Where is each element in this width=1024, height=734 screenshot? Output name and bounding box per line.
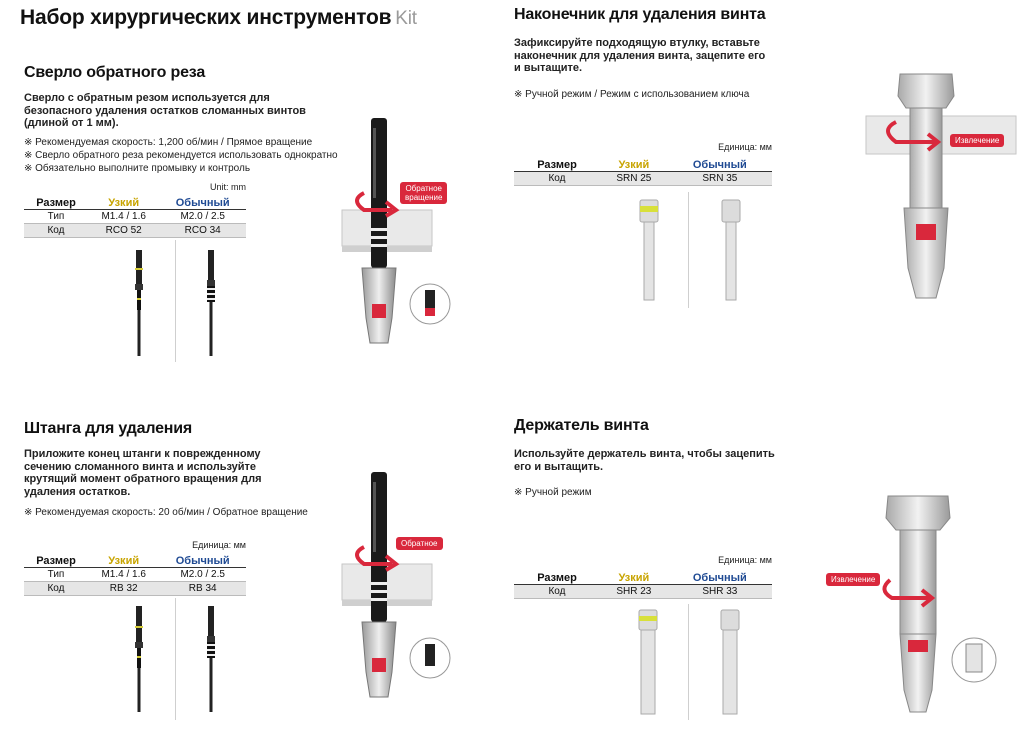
header-size: Размер [24,554,88,568]
note-line: ※ Ручной режим / Режим с использованием ключа [514,89,750,100]
holder-regular-image [718,610,742,714]
table-header-row [24,196,246,210]
removal-tip-illustration [866,72,1016,310]
unit-label: Unit: mm [210,182,246,192]
section-notes-removal-tip [514,88,814,101]
header-narrow: Узкий [600,571,668,585]
section-desc-removal-rod [24,448,324,498]
page-title-text: Набор хирургических инструментов [20,6,392,29]
header-narrow: Узкий [88,554,159,568]
table-cell: M1.4 / 1.6 [88,568,159,582]
removal-tip-regular-image [720,200,742,300]
holder-narrow-image [636,610,660,714]
callout-extraction: Извлечение [950,134,1004,147]
section-notes-removal-rod [24,506,354,519]
desc-line: и вытащите. [514,62,583,74]
desc-line: наконечник для удаления винта, зацепите его [514,49,766,62]
table-header-row [514,571,772,585]
section-notes-screw-holder [514,486,814,499]
note-line: ※ Сверло обратного реза рекомендуется использовать однократно [24,150,338,161]
table-header-row [24,554,246,568]
table-cell: Код [24,582,88,596]
header-regular: Обычный [159,196,246,210]
page-title [20,6,417,30]
table-cell: Код [514,585,600,599]
table-cell: SHR 33 [668,585,772,599]
table-cell: RB 32 [88,582,159,596]
table-cell: RCO 52 [88,224,159,238]
spec-table-reverse-drill [24,196,246,238]
table-cell: SRN 35 [668,172,772,186]
table-row [24,568,246,582]
desc-line: крутящий момент обратного вращения для [24,473,262,485]
callout-line: вращение [405,193,443,202]
table-cell: Тип [24,210,88,224]
note-line: ※ Рекомендуемая скорость: 1,200 об/мин / Прямое вращение [24,137,313,148]
header-size: Размер [24,196,88,210]
table-row [24,210,246,224]
table-divider [175,240,176,362]
table-cell: Код [514,172,600,186]
page-title-kit: Kit [395,8,417,29]
callout-line: Обратное [405,184,442,193]
section-title-reverse-drill: Сверло обратного реза [24,64,206,81]
desc-line: Зафиксируйте подходящую втулку, вставьте [514,37,760,49]
section-desc-removal-tip [514,37,814,75]
table-cell: SRN 25 [600,172,668,186]
note-line: ※ Обязательно выполните промывку и контроль [24,163,251,174]
table-cell: SHR 23 [600,585,668,599]
table-cell: Код [24,224,88,238]
section-desc-screw-holder [514,448,814,473]
table-cell: RCO 34 [159,224,246,238]
spec-table-screw-holder [514,571,772,599]
unit-label: Единица: мм [718,555,772,565]
unit-label: Единица: мм [192,540,246,550]
header-narrow: Узкий [600,158,668,172]
table-cell: RB 34 [159,582,246,596]
section-desc-reverse-drill [24,92,324,130]
section-title-screw-holder: Держатель винта [514,417,649,434]
desc-line: Приложите конец штанги к поврежденному [24,448,261,460]
table-divider [175,598,176,720]
note-line: ※ Ручной режим [514,487,592,498]
table-row [24,582,246,596]
section-title-removal-tip: Наконечник для удаления винта [514,6,766,23]
removal-tip-narrow-image [638,200,660,300]
rod-regular-image [204,606,218,712]
drill-regular-image [204,250,218,356]
removal-rod-illustration [342,472,462,717]
desc-line: удаления остатков. [24,485,131,498]
callout-reverse-rotation: Обратное [396,537,443,550]
table-row [24,224,246,238]
table-divider [688,192,689,308]
table-cell: M2.0 / 2.5 [159,210,246,224]
callout-extraction: Извлечение [826,573,880,586]
desc-line: безопасного удаления остатков сломанных винтов [24,104,306,117]
table-cell: M2.0 / 2.5 [159,568,246,582]
rod-narrow-image [132,606,146,712]
spec-table-removal-rod [24,554,246,596]
table-divider [688,604,689,720]
screw-holder-illustration [870,494,1016,720]
header-regular: Обычный [159,554,246,568]
section-notes-reverse-drill [24,136,354,175]
table-cell: Тип [24,568,88,582]
desc-line: сечению сломанного винта и используйте [24,460,257,473]
desc-line: его и вытащить. [514,460,604,473]
header-regular: Обычный [668,158,772,172]
unit-label: Единица: мм [718,142,772,152]
section-title-removal-rod: Штанга для удаления [24,420,193,437]
table-row [514,172,772,186]
desc-line: Сверло с обратным резом используется для [24,92,270,104]
desc-line: (длиной от 1 мм). [24,117,119,129]
header-size: Размер [514,158,600,172]
callout-reverse-rotation [400,182,447,204]
reverse-drill-illustration [342,118,462,363]
header-size: Размер [514,571,600,585]
header-regular: Обычный [668,571,772,585]
desc-line: Используйте держатель винта, чтобы зацепить [514,448,775,460]
table-cell: M1.4 / 1.6 [88,210,159,224]
table-header-row [514,158,772,172]
note-line: ※ Рекомендуемая скорость: 20 об/мин / Обратное вращение [24,507,308,518]
header-narrow: Узкий [88,196,159,210]
spec-table-removal-tip [514,158,772,186]
table-row [514,585,772,599]
drill-narrow-image [132,250,146,356]
